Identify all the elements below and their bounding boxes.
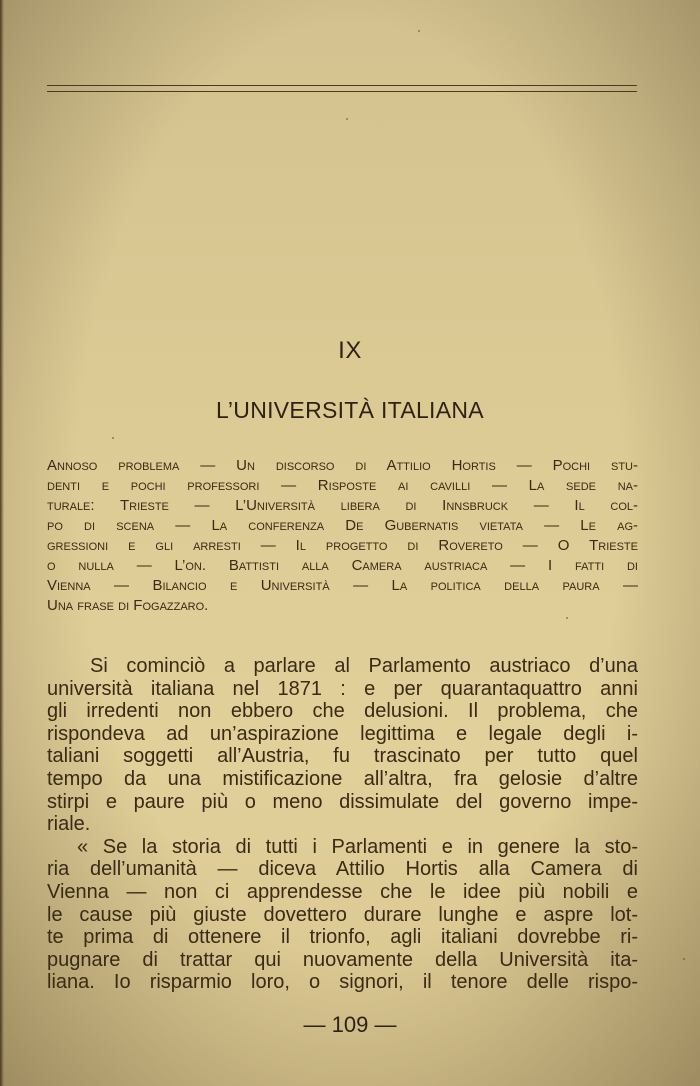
binding-edge [0, 0, 4, 1086]
body-line: ria dell’umanità — diceva Attilio Hortis alla Camera di [47, 858, 638, 881]
paper-speck [683, 958, 685, 960]
paper-speck [112, 437, 114, 439]
body-line: Vienna — non ci apprendesse che le idee più nobili e [47, 880, 638, 903]
chapter-number: IX [338, 337, 362, 364]
header-rule-bottom [47, 91, 637, 92]
body-line: pugnare di trattar qui nuovamente della Università ita- [47, 948, 638, 971]
page-number: — 109 — [303, 1012, 397, 1037]
summary-line: Una frase di Fogazzaro. [47, 597, 209, 614]
summary-line: denti e pochi professori — Risposte ai cavilli — La sede na- [47, 477, 638, 494]
body-line: liana. Io risparmio loro, o signori, il tenore delle rispo- [47, 971, 638, 994]
summary-line: turale: Trieste — L’Università libera di Innsbruck — Il col- [47, 497, 638, 514]
body-line: università italiana nel 1871 : e per quarantaquattro anni [47, 677, 638, 700]
body-line: riale. [47, 813, 91, 836]
summary-line: o nulla — L’on. Battisti alla Camera austriaca — I fatti di [47, 557, 638, 574]
paper-speck [346, 118, 348, 120]
chapter-title: L’UNIVERSITÀ ITALIANA [216, 397, 484, 423]
body-line: taliani soggetti all’Austria, fu trascinato per tutto quel [47, 745, 638, 768]
body-line: Si cominciò a parlare al Parlamento austriaco d’una [90, 655, 638, 677]
body-line: rispondeva ad un’aspirazione legittima e legale degli i- [47, 722, 638, 745]
body-line: le cause più giuste dovettero durare lunghe e aspre lot- [47, 903, 638, 926]
paper-speck [566, 617, 568, 619]
header-rule-top [47, 85, 637, 86]
summary-line: Annoso problema — Un discorso di Attilio Hortis — Pochi stu- [47, 457, 638, 474]
summary-line: gressioni e gli arresti — Il progetto di Rovereto — O Trieste [47, 537, 638, 554]
body-line: te prima di ottenere il trionfo, agli italiani dovrebbe ri- [47, 926, 638, 949]
body-text [47, 655, 638, 994]
summary-line: po di scena — La conferenza De Gubernatis vietata — Le ag- [47, 517, 638, 534]
paper-speck [418, 30, 420, 32]
body-line: stirpi e paure più o meno dissimulate del governo impe- [47, 790, 638, 813]
body-line: tempo da una mistificazione all’altra, fra gelosie d’altre [47, 767, 638, 790]
chapter-summary [47, 456, 638, 616]
summary-line: Vienna — Bilancio e Università — La politica della paura — [47, 577, 638, 594]
body-line: gli irredenti non ebbero che delusioni. Il problema, che [47, 700, 638, 723]
body-line: « Se la storia di tutti i Parlamenti e in genere la sto- [77, 835, 638, 858]
